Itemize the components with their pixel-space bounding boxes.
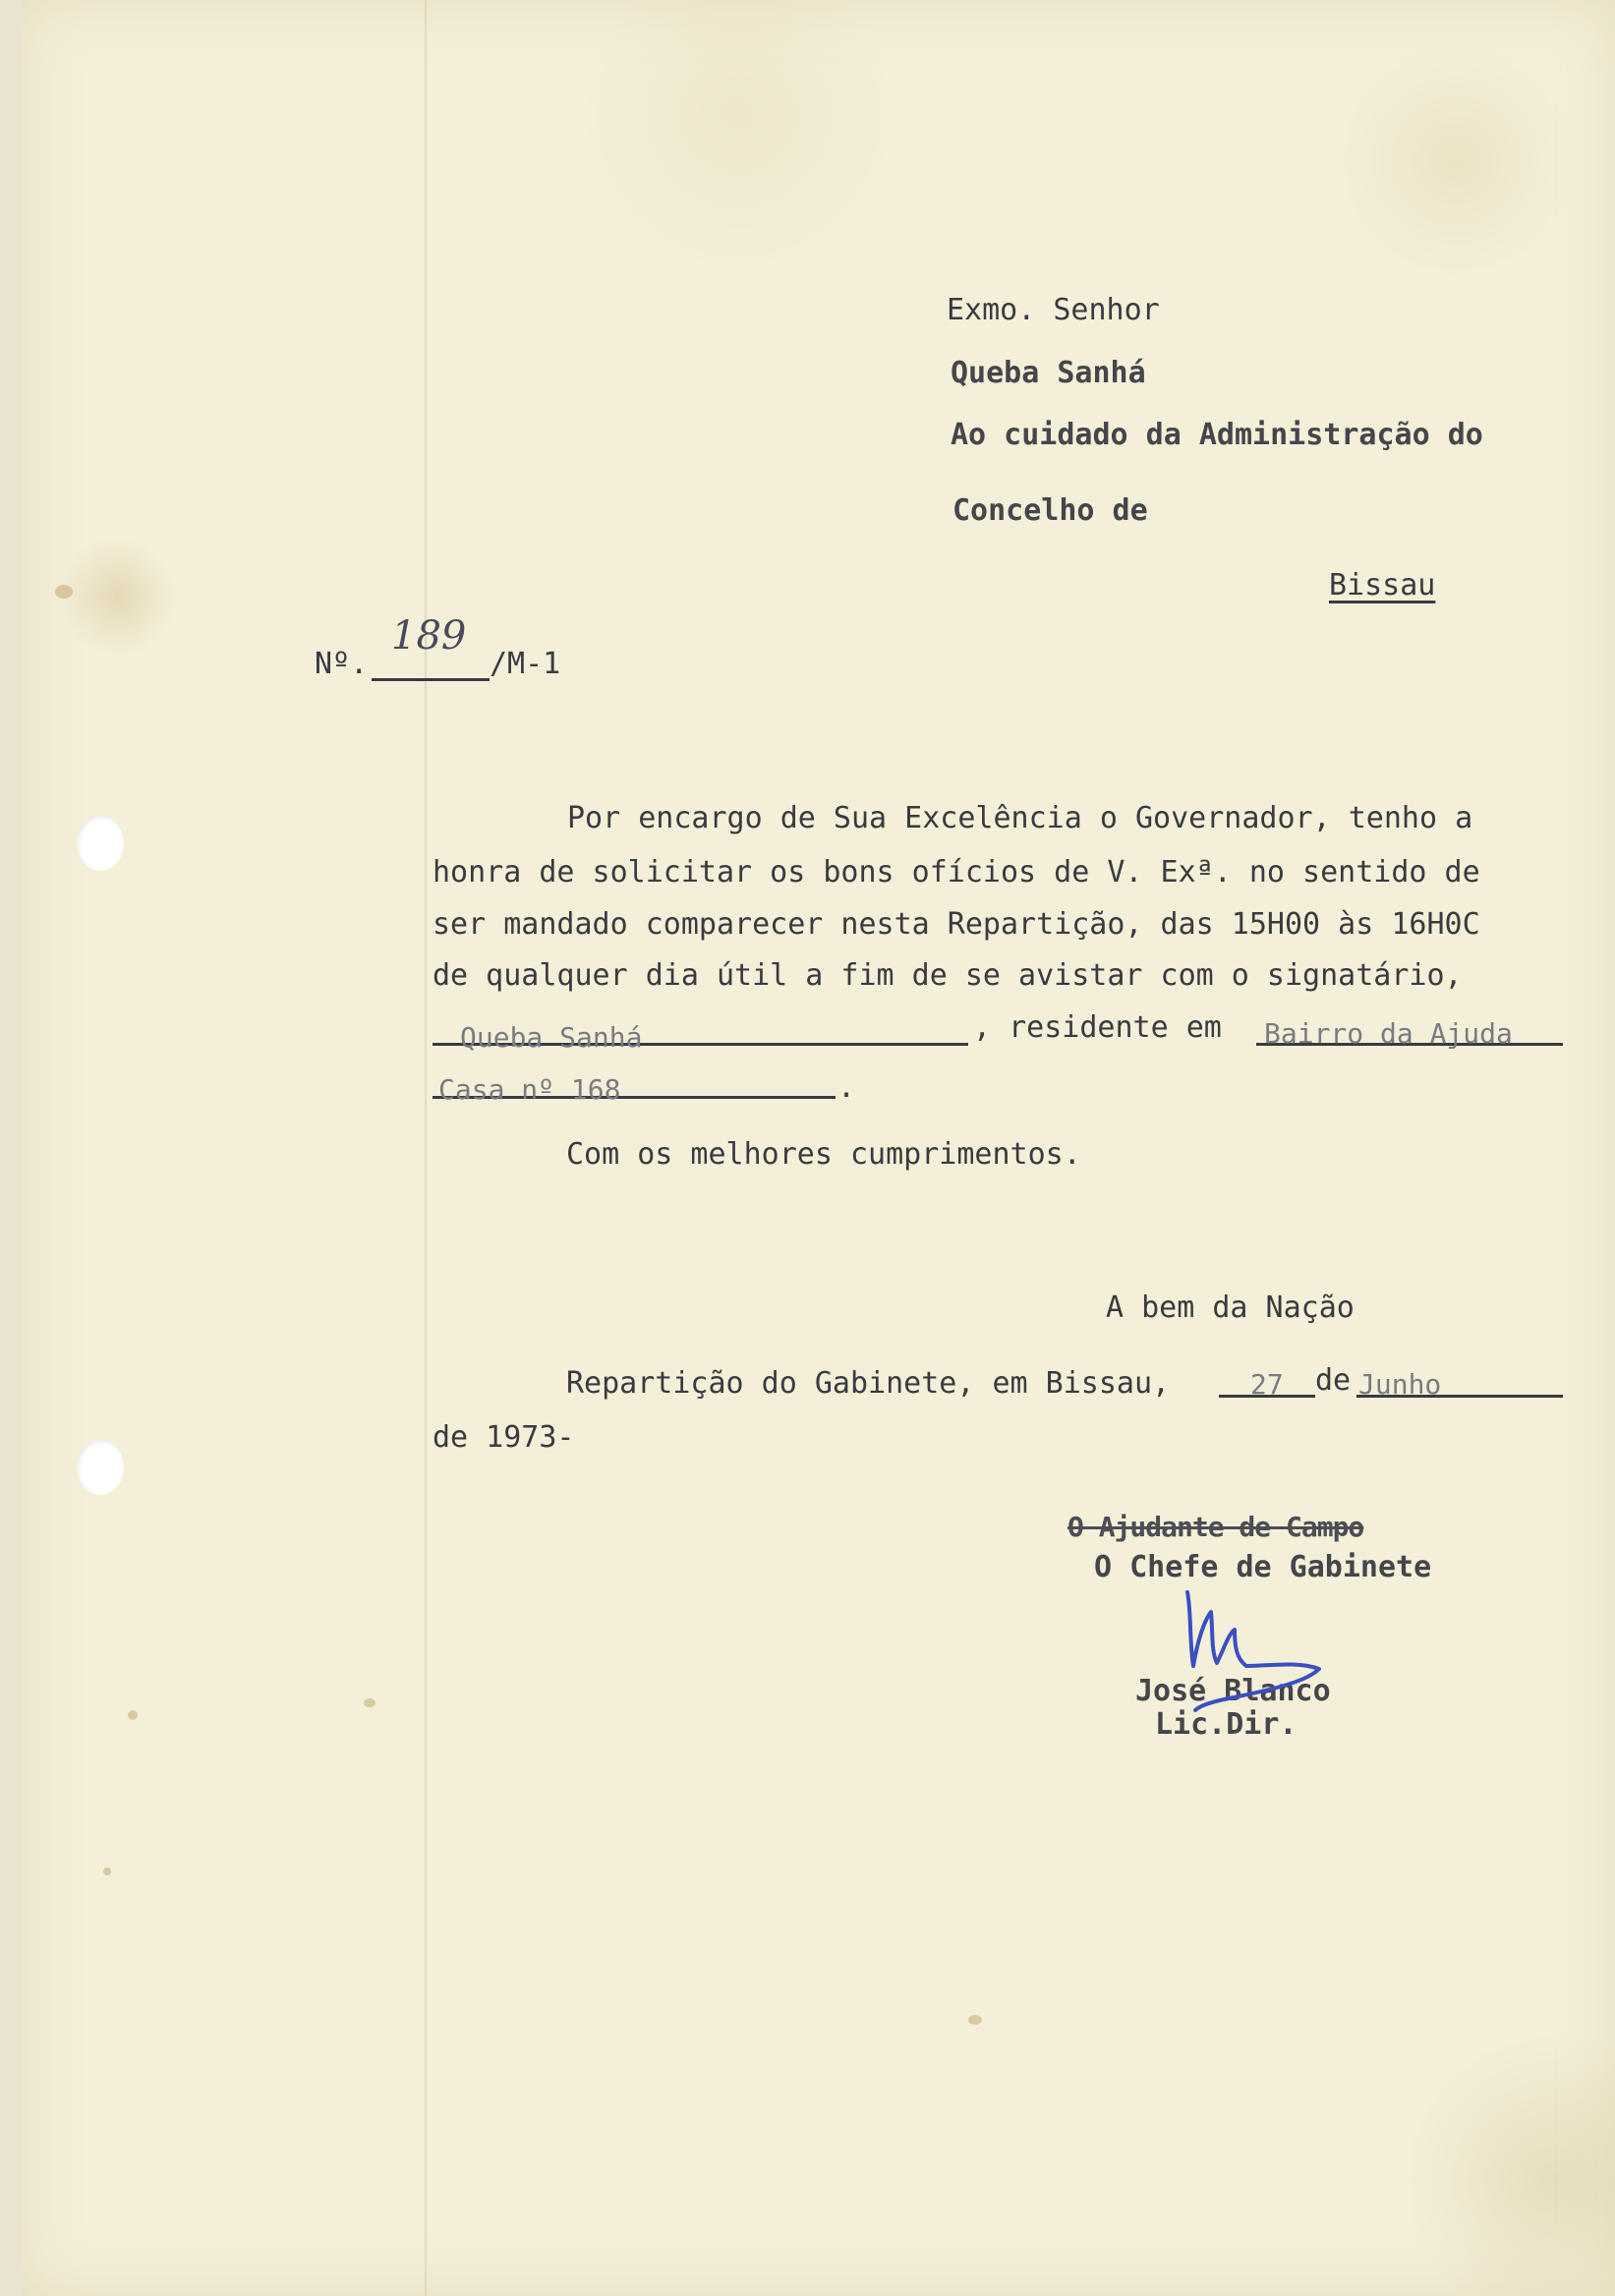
signer-degree: Lic.Dir. [1155,1707,1298,1742]
care-of-line: Ao cuidado da Administração do [951,418,1483,452]
address-fill-2: Casa nº 168 [438,1073,621,1106]
stain-spot [128,1710,138,1720]
signer-name: José Blanco [1135,1674,1331,1708]
place-date-line: Repartição do Gabinete, em Bissau, [566,1366,1171,1401]
city: Bissau [1329,568,1436,603]
reference-suffix: /M-1 [490,647,561,681]
motto: A bem da Nação [1106,1291,1355,1325]
residence-label: , residente em [973,1010,1222,1045]
punch-hole-top [77,816,124,871]
date-day: 27 [1250,1368,1284,1401]
reference-prefix: Nº. [315,647,369,681]
care-of-line-2: Concelho de [952,493,1148,528]
date-de: de [1315,1363,1352,1398]
greeting: Com os melhores cumprimentos. [566,1137,1081,1172]
year-line: de 1973- [433,1420,575,1455]
reference-number: 189 [391,613,467,659]
handwritten-signature [1170,1573,1327,1720]
reference-blank [372,678,490,681]
body-line-2: honra de solicitar os bons ofícios de V. Exª. no sentido de [433,855,1480,890]
address-fill-1: Bairro da Ajuda [1264,1017,1513,1050]
recipient-name: Queba Sanhá [951,356,1146,390]
stain-spot [55,585,73,599]
stain-spot [364,1698,375,1707]
date-month: Junho [1358,1368,1442,1401]
address-period: . [837,1070,856,1105]
signer-title: O Chefe de Gabinete [1094,1550,1432,1584]
name-fill: Queba Sanhá [460,1021,643,1054]
stain-spot [968,2015,982,2025]
stain-spot [103,1867,111,1875]
punch-hole-bottom [77,1440,124,1495]
fold-line [425,0,427,2296]
body-line-1: Por encargo de Sua Excelência o Governador, tenho a [567,801,1473,835]
salutation: Exmo. Senhor [947,293,1160,327]
body-line-3: ser mandado comparecer nesta Repartição, das 15H00 às 16H0C [433,907,1480,942]
struck-title: O Ajudante de Campo [1067,1511,1364,1543]
body-line-4: de qualquer dia útil a fim de se avistar com o signatário, [433,958,1463,993]
